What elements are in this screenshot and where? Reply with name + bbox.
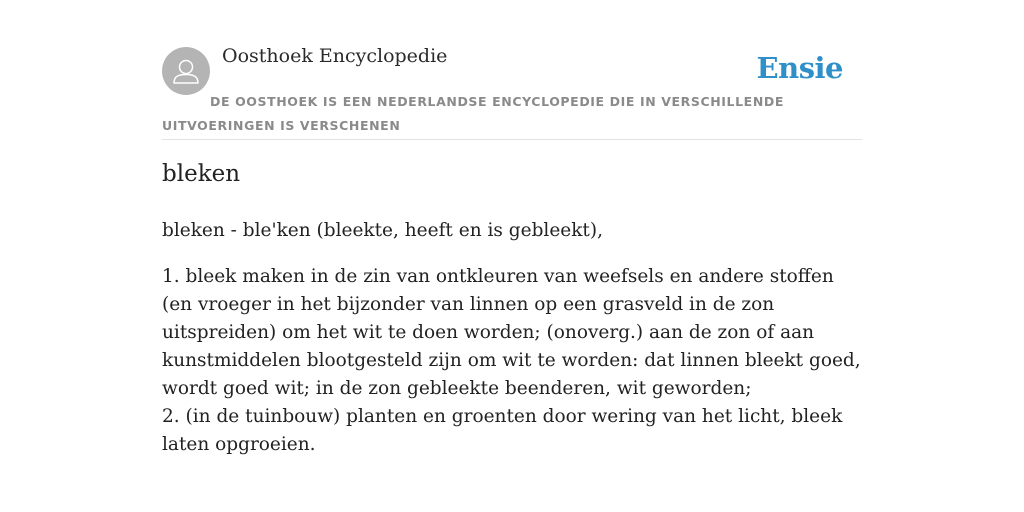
source-description: DE OOSTHOEK IS EEN NEDERLANDSE ENCYCLOPEDIE DIE IN VERSCHILLENDE UITVOERINGEN IS VERSCHENEN <box>162 94 784 133</box>
page-title: bleken <box>162 161 241 187</box>
definition-item: 2. (in de tuinbouw) planten en groenten door wering van het licht, bleek laten opgroeien. <box>162 406 843 455</box>
source-avatar[interactable] <box>162 47 210 95</box>
pronunciation-line: bleken - ble'ken (bleekte, heeft en is gebleekt), <box>162 220 603 241</box>
definition-item: 1. bleek maken in de zin van ontkleuren van weefsels en andere stoffen (en vroeger in het bijzonder van linnen op een grasveld in de zon uitspreiden) om het wit te doen worden; (onoverg.) aan de zon of aan kunstmiddelen blootgesteld zijn om wit te worden: dat linnen bleekt goed, wordt goed wit; in de zon gebleekte beenderen, wit geworden; <box>162 266 861 399</box>
entry-page <box>162 0 862 455</box>
source-header <box>162 0 862 140</box>
definitions <box>162 263 868 459</box>
user-icon <box>162 47 210 95</box>
ensie-logo[interactable]: Ensie <box>756 51 843 85</box>
source-name-link[interactable]: Oosthoek Encyclopedie <box>222 45 448 67</box>
